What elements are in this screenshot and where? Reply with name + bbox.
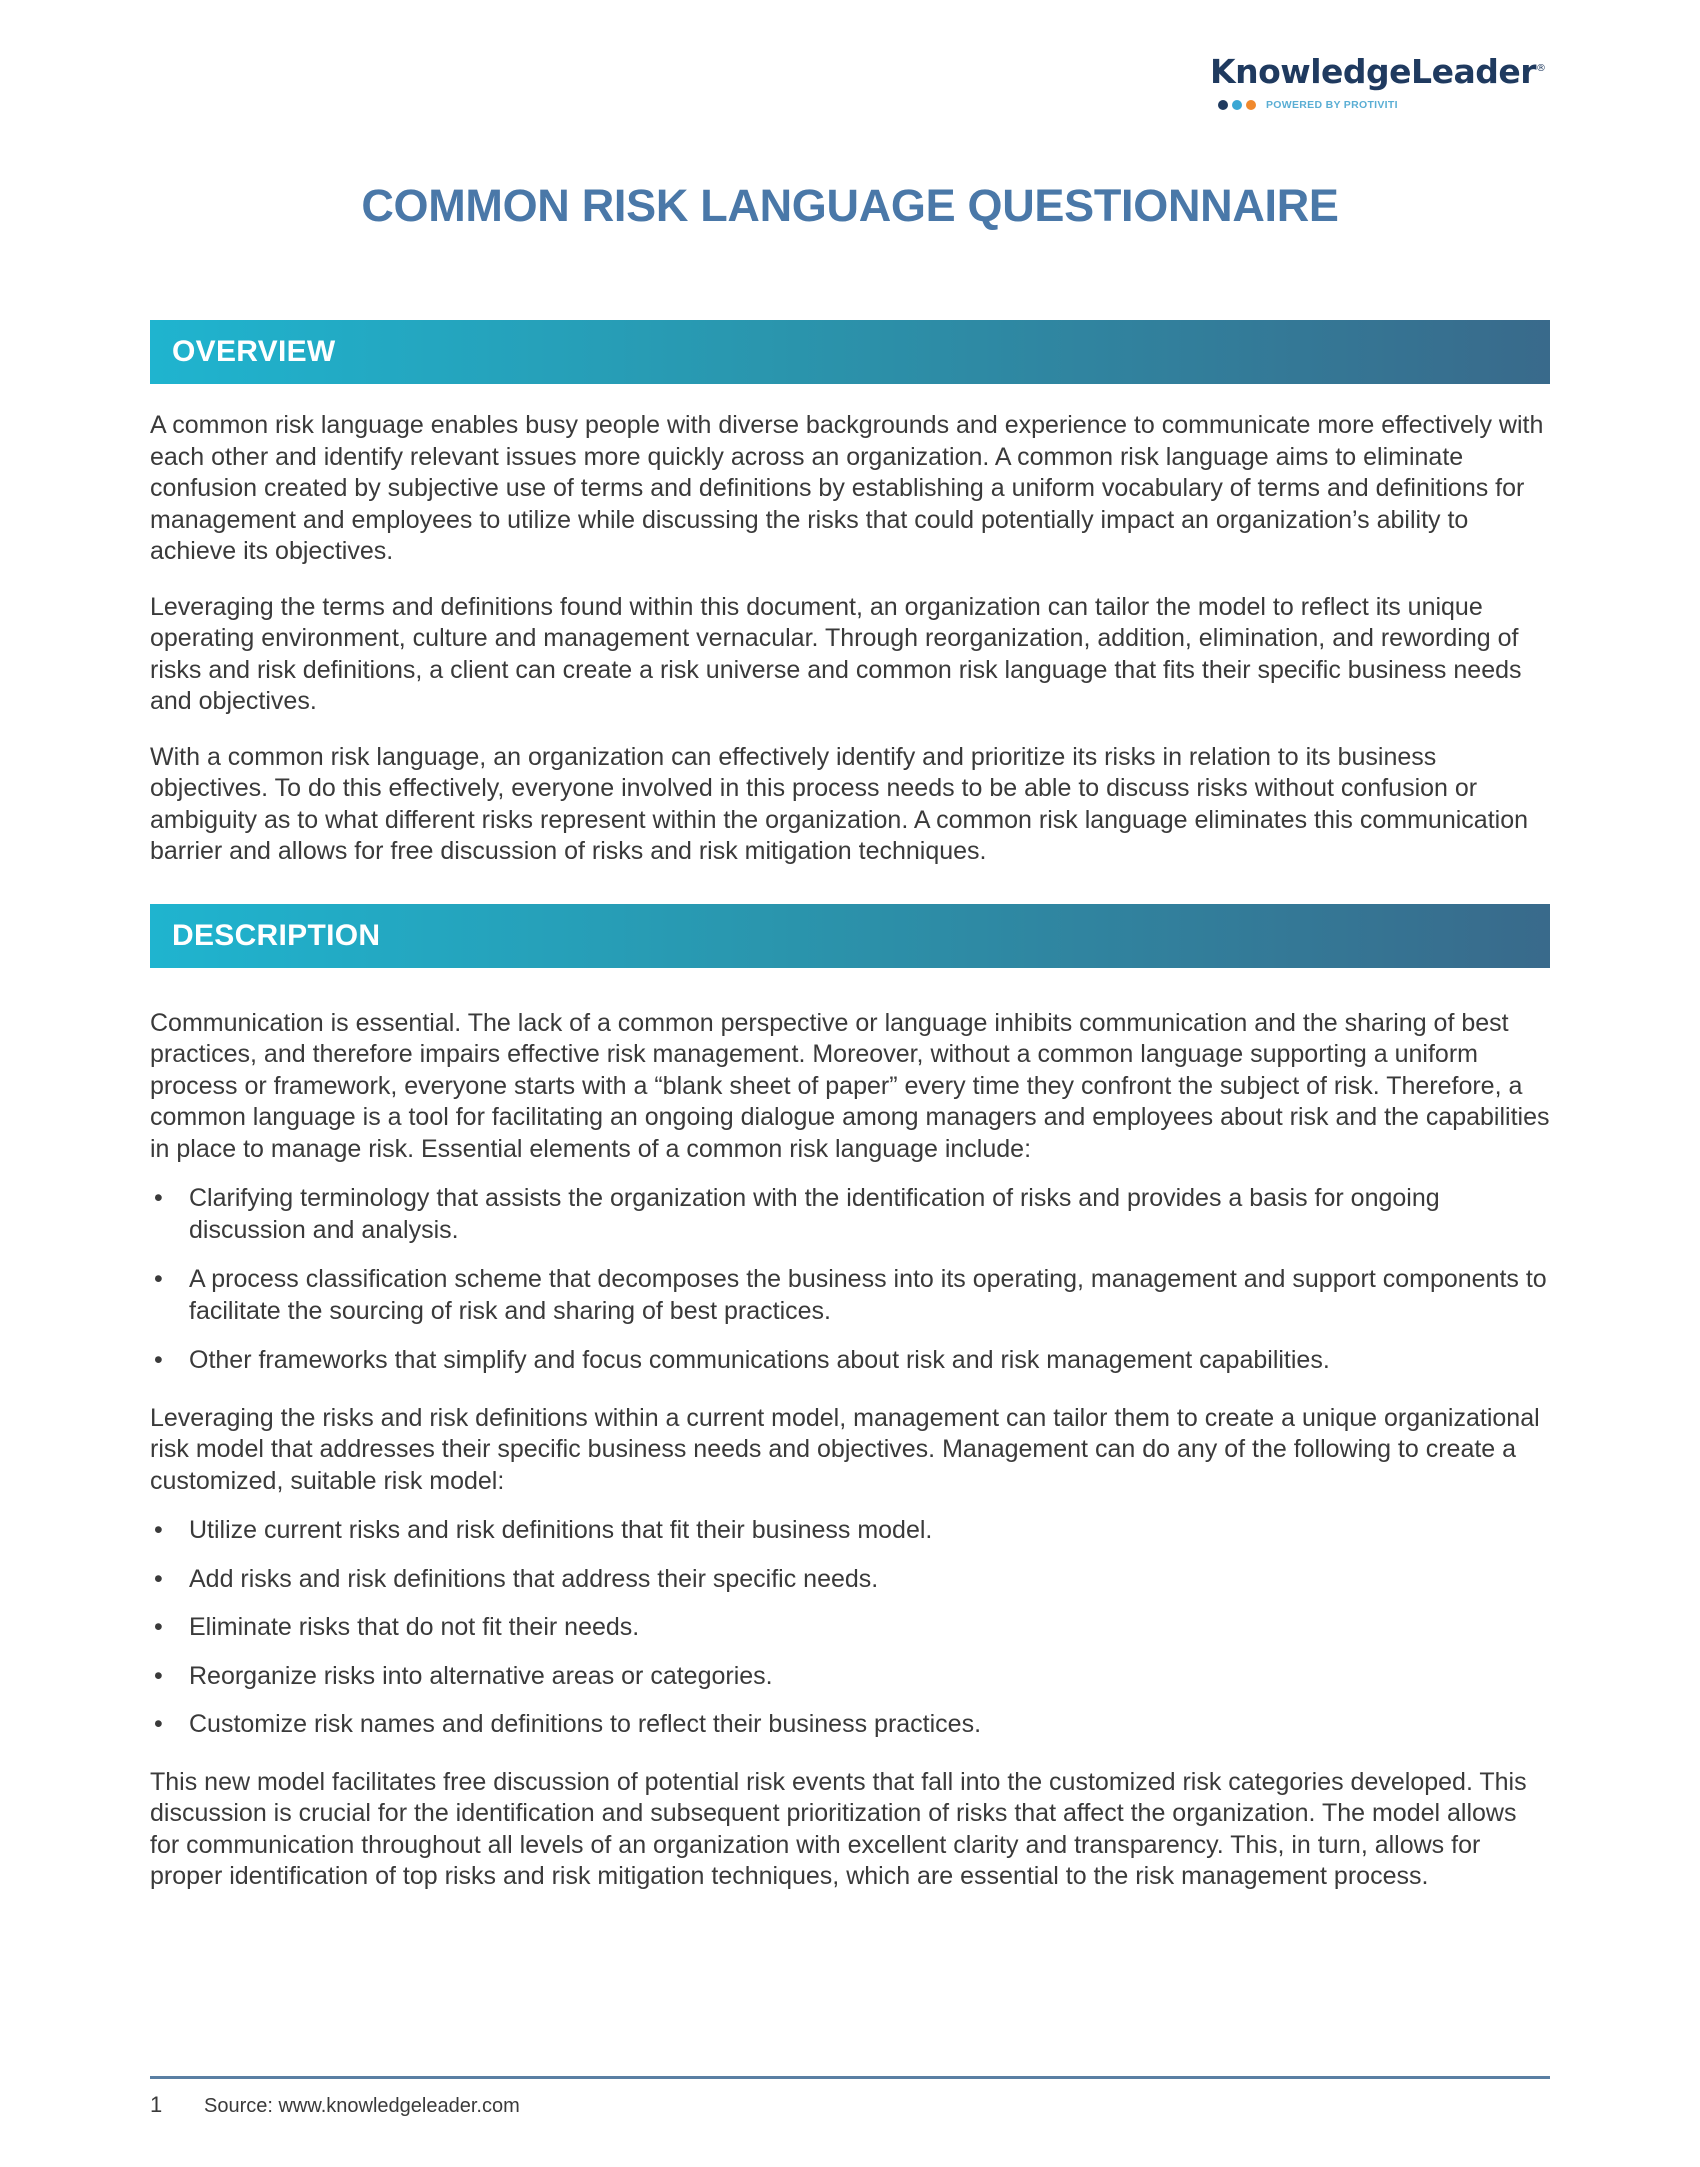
list-item: • Clarifying terminology that assists the organization with the identification of risks and provides a basis for ongoing discussion and analysis. [154,1184,1440,1244]
logo-wordmark: KnowledgeLeader® [1210,52,1546,91]
bullet-icon: • [154,1265,163,1293]
logo-tagline: POWERED BY PROTIVITI [1266,99,1398,111]
knowledgeleader-logo [1210,52,1550,111]
list-item: • Utilize current risks and risk definitions that fit their business model. [150,1515,1550,1547]
document-title: COMMON RISK LANGUAGE QUESTIONNAIRE [361,180,1339,231]
overview-section-header [150,320,1550,384]
logo-dot-blue [1232,100,1242,110]
bullet-icon: • [154,1710,163,1738]
logo-dot-navy [1218,100,1228,110]
description-closing-paragraph: This new model facilitates free discussion of potential risk events that fall into the customized risk categories developed. This discussion is crucial for the identification and subsequent prioritization of risks that affect the organization. The model allows for communication throughout all levels of an organization with excellent clarity and transparency. This, in turn, allows for proper identification of top risks and risk mitigation techniques, which are essential to the risk management process. [150,1767,1527,1890]
source-citation: Source: www.knowledgeleader.com [204,2095,520,2117]
bullet-icon: • [154,1564,163,1593]
page-number: 1 [150,2092,163,2117]
overview-paragraph-3: With a common risk language, an organization can effectively identify and prioritize its risks in relation to its business objectives. To do this effectively, everyone involved in this process needs to be able to discuss risks without confusion or ambiguity as to what different risks represent within the organization. A common risk language eliminates this communication barrier and allows for free discussion of risks and risk mitigation techniques. [150,742,1529,865]
registered-mark: ® [1536,63,1546,74]
description-middle-paragraph: Leveraging the risks and risk definitions within a current model, management can tailor them to create a unique organizational risk model that addresses their specific business needs and objectives. Management can do any of the following to create a customized, suitable risk model: [150,1403,1540,1495]
page-footer [150,2092,520,2118]
customization-options-list [150,1515,1550,1741]
list-item: • Add risks and risk definitions that address their specific needs. [150,1564,1550,1596]
logo-dots-icon [1218,100,1256,110]
essential-elements-list [150,1183,1550,1377]
bullet-icon: • [154,1184,163,1212]
document-body [150,320,1550,1893]
list-item: • A process classification scheme that decomposes the business into its operating, management and support components to facilitate the sourcing of risk and sharing of best practices. [154,1265,1547,1325]
list-item: • Reorganize risks into alternative areas or categories. [150,1661,1550,1693]
list-item: • Other frameworks that simplify and focus communications about risk and risk management capabilities. [150,1345,1550,1377]
overview-heading: OVERVIEW [172,335,336,368]
logo-dot-orange [1246,100,1256,110]
list-item: • Eliminate risks that do not fit their needs. [150,1612,1550,1644]
overview-paragraph-1: A common risk language enables busy people with diverse backgrounds and experience to communicate more effectively with each other and identify relevant issues more quickly across an organization. A common risk language aims to eliminate confusion created by subjective use of terms and definitions by establishing a uniform vocabulary of terms and definitions for management and employees to utilize while discussing the risks that could potentially impact an organization’s ability to achieve its objectives. [150,411,1544,565]
bullet-icon: • [154,1516,163,1544]
description-section-header [150,904,1550,968]
logo-subline [1210,99,1550,111]
list-item: • Customize risk names and definitions to reflect their business practices. [150,1709,1550,1741]
description-intro-paragraph: Communication is essential. The lack of a common perspective or language inhibits communication and the sharing of best practices, and therefore impairs effective risk management. Moreover, without a common language supporting a uniform process or framework, everyone starts with a “blank sheet of paper” every time they confront the subject of risk. Therefore, a common language is a tool for facilitating an ongoing dialogue among managers and employees about risk and the capabilities in place to manage risk. Essential elements of a common risk language include: [150,1008,1550,1163]
bullet-icon: • [154,1346,163,1374]
overview-paragraph-2: Leveraging the terms and definitions found within this document, an organization can tailor the model to reflect its unique operating environment, culture and management vernacular. Through reorganization, addition, elimination, and rewording of risks and risk definitions, a client can create a risk universe and common risk language that fits their specific business needs and objectives. [150,592,1522,715]
bullet-icon: • [154,1613,163,1641]
description-heading: DESCRIPTION [172,918,381,952]
bullet-icon: • [154,1661,163,1690]
footer-divider [150,2076,1550,2079]
